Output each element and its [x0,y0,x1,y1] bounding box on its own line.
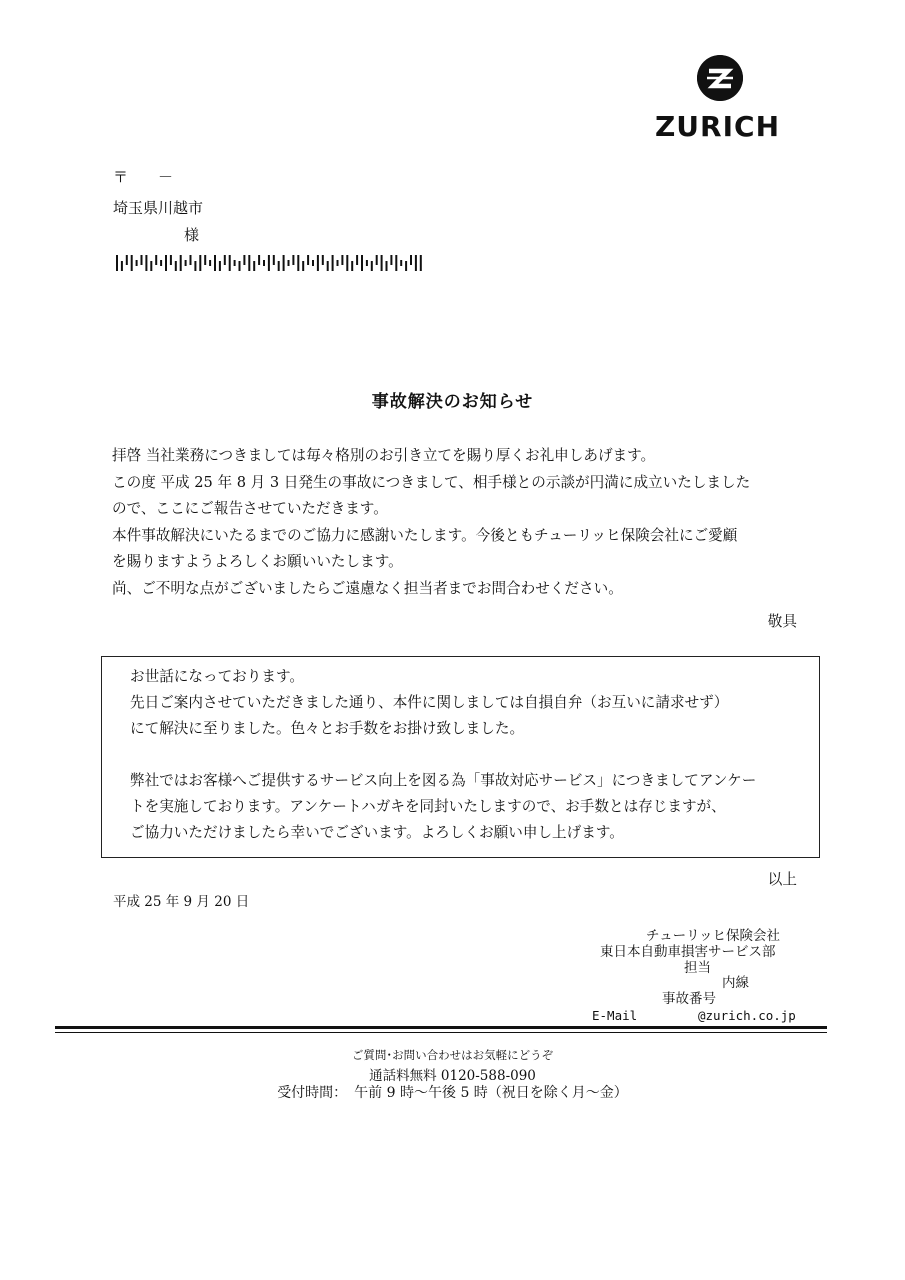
barcode-bar [204,255,206,265]
barcode-bar [145,255,147,271]
sender-email-domain: @zurich.co.jp [698,1008,796,1023]
barcode-bar [361,255,363,271]
recipient-address: 埼玉県川越市 [113,199,204,217]
box-line: 先日ご案内させていただきました通り、本件に関しましては自損自弁（お互いに請求せず） [130,694,729,711]
barcode-bar [185,260,187,266]
barcode-bar [371,261,373,271]
sender-case-label: 事故番号 [662,991,716,1007]
barcode-bar [141,255,143,265]
postal-code: 〒 － [113,168,174,186]
barcode-bar [346,255,348,271]
barcode-bar [150,261,152,271]
barcode-bar [317,255,319,271]
barcode-bar [243,255,245,265]
barcode-bar [199,255,201,271]
sender-email-label: E-Mail [592,1008,638,1023]
issue-date: 平成 25 年 9 月 20 日 [113,894,250,910]
barcode-bar [229,255,231,271]
footer-inquiry: ご質問･お問い合わせはお気軽にどうぞ [351,1048,554,1062]
barcode-bar [209,260,211,266]
body-line: を賜りますようよろしくお願いいたします。 [112,553,403,570]
barcode-bar [224,255,226,265]
box-line: にて解決に至りました。色々とお手数をお掛け致しました。 [130,720,525,737]
barcode-bar [386,261,388,271]
barcode-bar [351,261,353,271]
barcode-bar [400,260,402,266]
barcode-bar [341,255,343,265]
barcode-bar [307,255,309,265]
barcode-bar [155,255,157,265]
message-box-text [130,664,820,846]
body-line: 拝啓 当社業務につきましては毎々格別のお引き立てを賜り厚くお礼申しあげます。 [112,447,656,464]
barcode-bar [248,255,250,271]
barcode-bar [180,255,182,271]
barcode-bar [288,260,290,266]
sender-extension-label: 内線 [722,975,749,991]
barcode-bar [356,255,358,265]
barcode-bar [312,260,314,266]
barcode-bar [136,260,138,266]
barcode-bar [322,255,324,265]
footer-phone: 通話料無料 0120-588-090 [369,1068,536,1084]
postal-barcode [116,255,426,271]
footer-rule [55,1026,827,1029]
body-line: 尚、ご不明な点がございましたらご遠慮なく担当者までお問合わせください。 [112,579,623,597]
recipient-honorific: 様 [184,226,200,244]
barcode-bar [273,255,275,265]
barcode-bar [327,261,329,271]
barcode-bar [219,261,221,271]
document-title: 事故解決のお知らせ [371,392,534,412]
barcode-bar [239,261,241,271]
barcode-bar [258,255,260,265]
barcode-bar [126,255,128,265]
footer-hours: 受付時間： 午前 9 時～午後 5 時（祝日を除く月～金） [277,1085,628,1101]
sender-company: チューリッヒ保険会社 [646,928,781,944]
barcode-bar [332,255,334,271]
barcode-bar [302,261,304,271]
barcode-bar [337,260,339,266]
barcode-bar [283,255,285,271]
barcode-bar [410,255,412,265]
barcode-bar [292,255,294,265]
box-line: お世話になっております。 [130,668,304,685]
barcode-bar [405,261,407,271]
barcode-bar [116,255,118,271]
closing-word: 敬具 [767,613,797,630]
body-line: 本件事故解決にいたるまでのご協力に感謝いたします。今後ともチューリッヒ保険会社にご愛顧 [112,526,738,544]
barcode-bar [420,255,422,271]
barcode-bar [121,261,123,271]
box-line: 弊社ではお客様へご提供するサービス向上を図る為「事故対応サービス」につきましてアンケー [130,772,757,789]
box-line: ご協力いただけましたら幸いでございます。よろしくお願い申し上げます。 [130,824,624,841]
barcode-bar [376,255,378,265]
ending-word: 以上 [767,871,797,888]
body-line: ので、ここにご報告させていただきます。 [112,500,388,517]
barcode-bar [234,260,236,266]
barcode-bar [381,255,383,271]
barcode-bar [268,255,270,271]
barcode-bar [297,255,299,271]
barcode-bar [160,260,162,266]
barcode-bar [165,255,167,271]
sender-person-label: 担当 [684,960,711,976]
barcode-bar [278,261,280,271]
barcode-bar [190,255,192,265]
sender-department: 東日本自動車損害サービス部 [600,944,776,960]
barcode-bar [263,260,265,266]
barcode-bar [253,261,255,271]
barcode-bar [390,255,392,265]
barcode-bar [395,255,397,271]
barcode-bar [194,261,196,271]
box-line [130,742,820,768]
barcode-bar [214,255,216,271]
zurich-logo-icon [697,55,743,101]
body-line: この度 平成 25 年 8 月 3 日発生の事故につきまして、相手様との示談が円満に成立いたしました [112,473,751,491]
footer-rule-thin [55,1032,827,1033]
barcode-bar [131,255,133,271]
barcode-bar [366,260,368,266]
letter-body [112,443,812,602]
barcode-bar [175,261,177,271]
box-line: トを実施しております。アンケートハガキを同封いたしますので、お手数とは存じますが、 [130,798,726,815]
company-wordmark: ZURICH [655,110,780,143]
barcode-bar [170,255,172,265]
barcode-bar [415,255,417,271]
